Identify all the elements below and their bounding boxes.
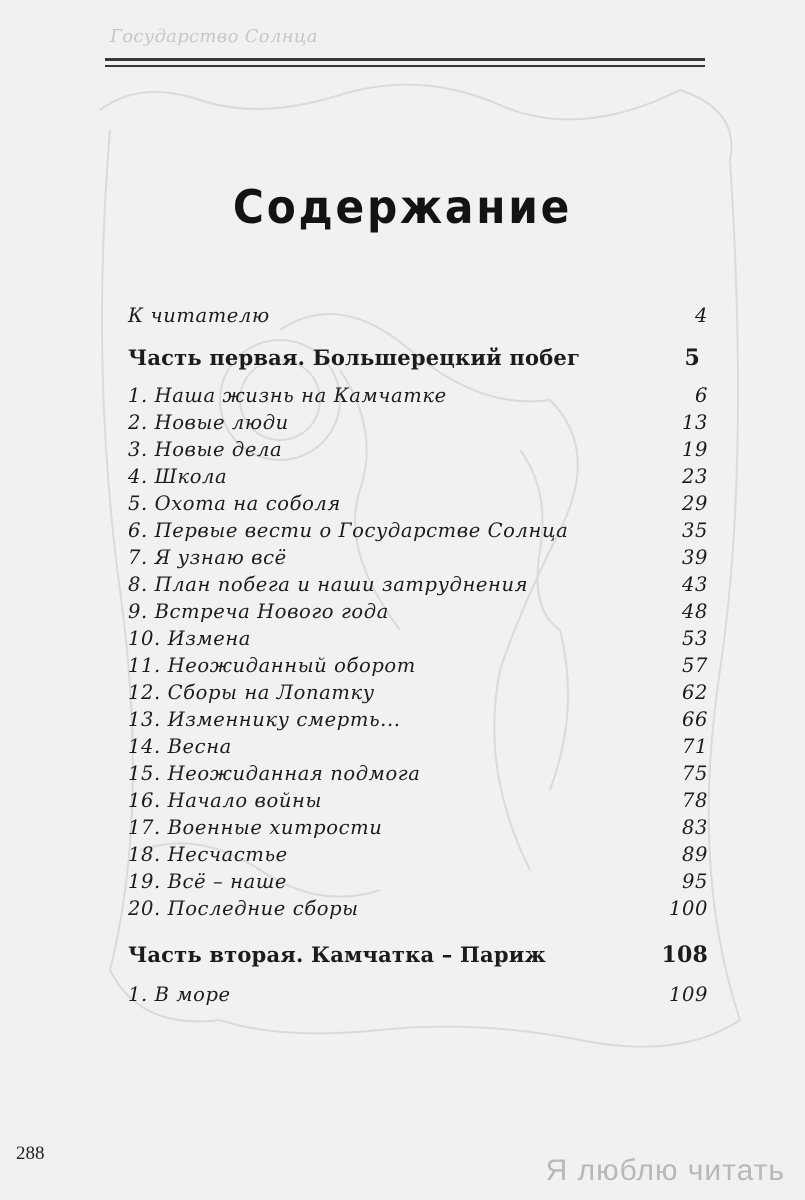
- toc-entry-title: 16. Начало войны: [128, 789, 322, 812]
- page-title: Содержание: [232, 180, 573, 234]
- toc-entry-title: 12. Сборы на Лопатку: [128, 681, 375, 704]
- toc-entry: [128, 735, 708, 763]
- toc-entry: [128, 411, 708, 439]
- toc-entry-page: 53: [681, 627, 708, 650]
- toc-entry: [128, 384, 708, 412]
- toc-entry-page: 43: [681, 573, 708, 596]
- toc-entry-page: 78: [681, 789, 708, 812]
- toc-entry-title: 11. Неожиданный оборот: [128, 654, 416, 677]
- toc-entry-page: 75: [681, 762, 708, 785]
- toc-entry-title: 4. Школа: [128, 465, 228, 488]
- toc-entry-title: Часть вторая. Камчатка – Париж: [128, 942, 546, 967]
- watermark-text: Я люблю читать: [545, 1154, 785, 1187]
- toc-entry-title: 14. Весна: [128, 735, 232, 758]
- toc-entry: [128, 897, 708, 925]
- toc-entry-title: 3. Новые дела: [128, 438, 283, 461]
- toc-entry: [128, 627, 708, 655]
- toc-entry-page: 71: [681, 735, 708, 758]
- toc-entry-page: 89: [681, 843, 708, 866]
- toc-entry: [128, 708, 708, 736]
- toc-entry: [128, 304, 708, 332]
- toc-entry: [128, 546, 708, 574]
- toc-entry-title: 18. Несчастье: [128, 843, 288, 866]
- toc-entry-title: 13. Изменнику смерть...: [128, 708, 401, 731]
- toc-part-heading: [128, 345, 708, 373]
- toc-entry-page: 62: [681, 681, 708, 704]
- toc-entry-page: 83: [681, 816, 708, 839]
- toc-entry: [128, 600, 708, 628]
- toc-entry-page: 95: [681, 870, 708, 893]
- toc-entry: [128, 438, 708, 466]
- toc-entry-title: 15. Неожиданная подмога: [128, 762, 421, 785]
- toc-entry-page: 23: [681, 465, 708, 488]
- toc-entry-page: 57: [681, 654, 708, 677]
- toc-entry-page: 35: [681, 519, 708, 542]
- toc-entry-page: 39: [681, 546, 708, 569]
- toc-entry: [128, 983, 708, 1011]
- toc-entry-title: 8. План побега и наши затруднения: [128, 573, 529, 596]
- toc-entry: [128, 573, 708, 601]
- toc-entry: [128, 654, 708, 682]
- toc-entry: [128, 870, 708, 898]
- toc-entry-title: 20. Последние сборы: [128, 897, 359, 920]
- toc-entry: [128, 789, 708, 817]
- toc-entry-title: 6. Первые вести о Государстве Солнца: [128, 519, 569, 542]
- toc-entry-page: 66: [681, 708, 708, 731]
- toc-entry: [128, 465, 708, 493]
- toc-entry-page: 4: [694, 304, 708, 327]
- toc-entry-page: 100: [668, 897, 708, 920]
- toc-entry-title: Часть первая. Большерецкий побег: [128, 345, 581, 370]
- toc-entry-page: 29: [681, 492, 708, 515]
- toc-entry-page: 48: [681, 600, 708, 623]
- toc-entry-title: 19. Всё – наше: [128, 870, 288, 893]
- toc-entry-title: 1. Наша жизнь на Камчатке: [128, 384, 447, 407]
- toc-entry-page: 108: [661, 942, 708, 968]
- running-head: Государство Солнца: [110, 26, 318, 47]
- toc-entry-page: 5: [684, 345, 700, 371]
- toc-entry-page: 109: [668, 983, 708, 1006]
- page-number: 288: [16, 1143, 45, 1164]
- toc-part-heading: [128, 942, 708, 970]
- toc-entry-title: 5. Охота на соболя: [128, 492, 341, 515]
- toc-entry: [128, 816, 708, 844]
- toc-entry-title: 2. Новые люди: [128, 411, 289, 434]
- toc-entry-title: 10. Измена: [128, 627, 252, 650]
- toc-entry: [128, 762, 708, 790]
- toc-entry-title: 9. Встреча Нового года: [128, 600, 389, 623]
- toc-entry-page: 19: [681, 438, 708, 461]
- toc-entry: [128, 843, 708, 871]
- toc-entry-page: 6: [694, 384, 708, 407]
- toc-entry-title: 17. Военные хитрости: [128, 816, 383, 839]
- toc-entry: [128, 681, 708, 709]
- toc-entry: [128, 519, 708, 547]
- toc-entry-title: К читателю: [128, 304, 270, 327]
- toc-entry-page: 13: [681, 411, 708, 434]
- toc-entry: [128, 492, 708, 520]
- toc-entry-title: 1. В море: [128, 983, 231, 1006]
- toc-entry-title: 7. Я узнаю всё: [128, 546, 287, 569]
